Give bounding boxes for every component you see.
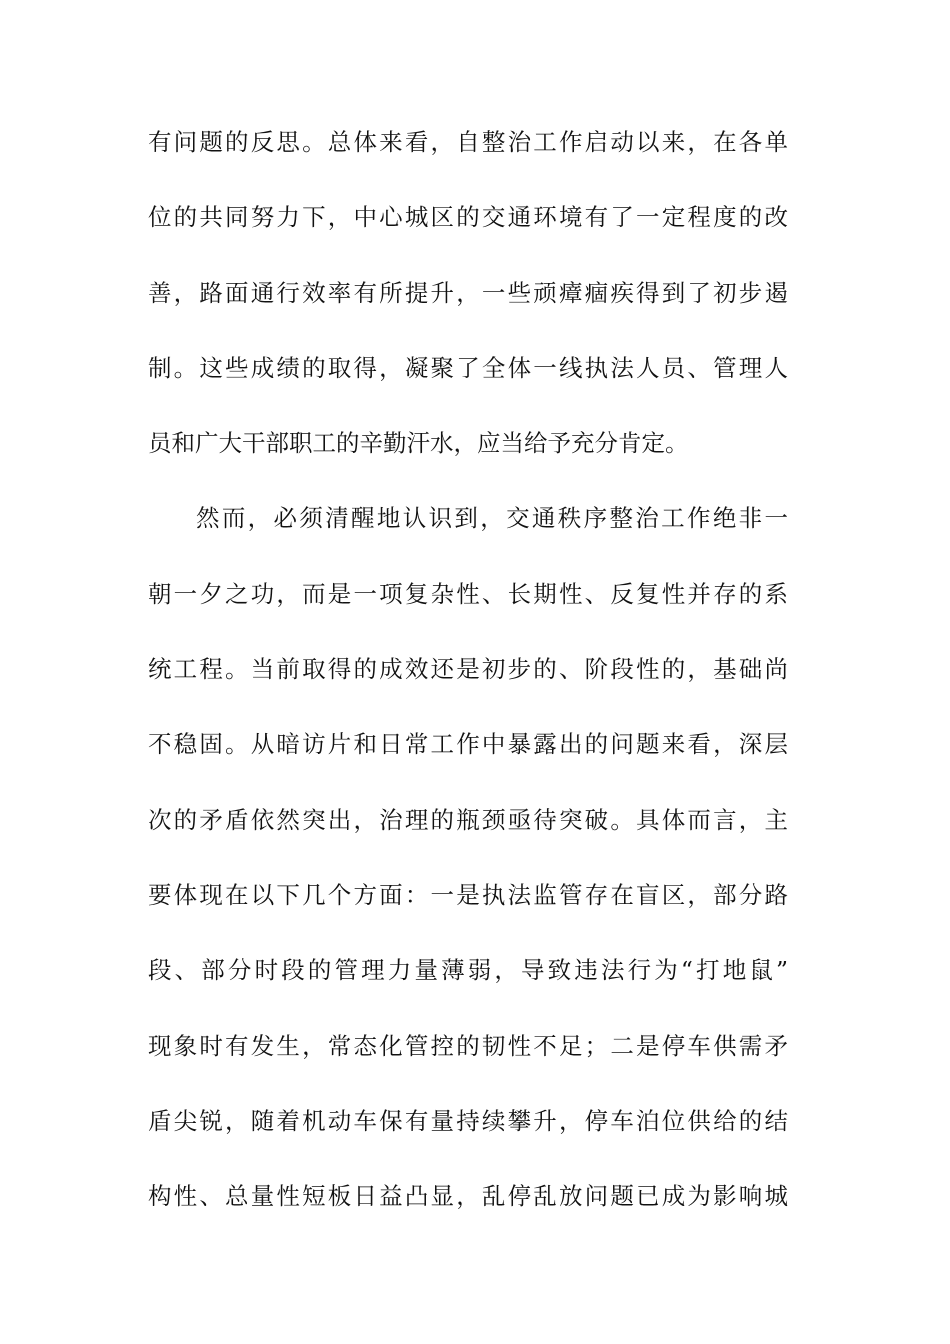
- text-line: 制。这些成绩的取得，凝聚了全体一线执法人员、管理人: [148, 353, 788, 382]
- text-line: 有问题的反思。总体来看，自整治工作启动以来，在各单: [148, 128, 788, 156]
- text-line: 盾尖锐，随着机动车保有量持续攀升，停车泊位供给的结: [148, 1106, 788, 1135]
- text-line: 朝一夕之功，而是一项复杂性、长期性、反复性并存的系: [148, 579, 788, 608]
- text-line: 不稳固。从暗访片和日常工作中暴露出的问题来看，深层: [148, 730, 788, 759]
- text-line: 善，路面通行效率有所提升，一些顽瘴痼疾得到了初步遏: [148, 278, 788, 307]
- text-line: 员和广大干部职工的辛勤汗水，应当给予充分肯定。: [148, 429, 689, 458]
- text-line: 构性、总量性短板日益凸显，乱停乱放问题已成为影响城: [148, 1182, 788, 1211]
- text-line: 统工程。当前取得的成效还是初步的、阶段性的，基础尚: [148, 655, 788, 684]
- text-line: 现象时有发生，常态化管控的韧性不足；二是停车供需矛: [148, 1031, 788, 1060]
- text-line: 然而，必须清醒地认识到，交通秩序整治工作绝非一: [196, 504, 788, 533]
- text-line: 次的矛盾依然突出，治理的瓶颈亟待突破。具体而言，主: [148, 805, 788, 834]
- body-text: [148, 111, 788, 1240]
- text-line: 段、部分时段的管理力量薄弱，导致违法行为“打地鼠”: [148, 956, 788, 985]
- text-line: 位的共同努力下，中心城区的交通环境有了一定程度的改: [148, 203, 788, 232]
- text-line: 要体现在以下几个方面：一是执法监管存在盲区，部分路: [148, 880, 788, 909]
